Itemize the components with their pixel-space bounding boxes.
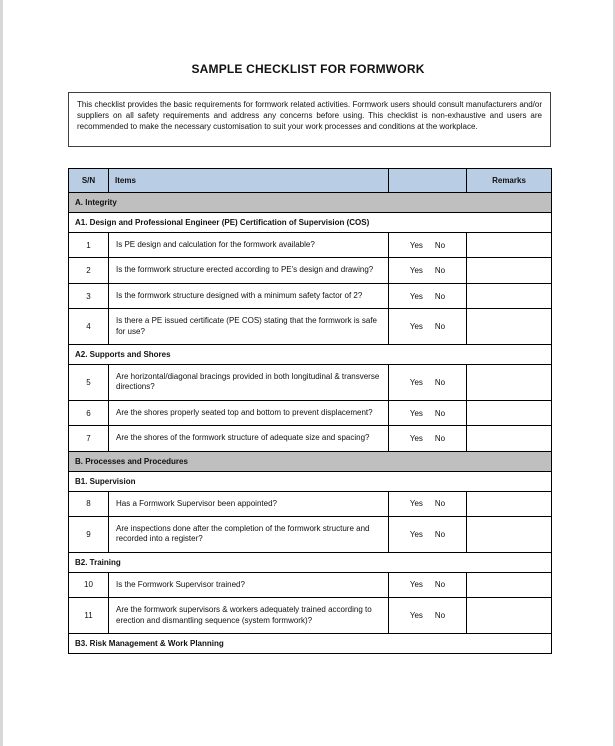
item-number: 7 <box>69 426 109 451</box>
section-row-a2 <box>69 345 552 365</box>
no-option: No <box>434 377 446 387</box>
section-label: A1. Design and Professional Engineer (PE) Certification of Supervision (COS) <box>69 213 552 233</box>
item-question: Is the formwork structure erected according to PE's design and drawing? <box>109 258 389 283</box>
yes-no-cell <box>389 365 467 401</box>
no-option: No <box>434 408 446 418</box>
yes-no-cell <box>389 283 467 308</box>
yes-option: Yes <box>409 291 423 301</box>
section-label: A2. Supports and Shores <box>69 345 552 365</box>
no-option: No <box>434 291 446 301</box>
section-row-a1 <box>69 213 552 233</box>
item-number: 1 <box>69 233 109 258</box>
item-question: Are the shores properly seated top and bottom to prevent displacement? <box>109 400 389 425</box>
section-label: B2. Training <box>69 552 552 572</box>
yes-option: Yes <box>409 611 423 621</box>
no-option: No <box>434 611 446 621</box>
checklist-item-row <box>69 258 552 283</box>
checklist-item-row <box>69 283 552 308</box>
item-number: 2 <box>69 258 109 283</box>
section-row-a <box>69 193 552 213</box>
remarks-cell <box>467 233 552 258</box>
remarks-cell <box>467 517 552 553</box>
item-question: Is the Formwork Supervisor trained? <box>109 572 389 597</box>
item-question: Is the formwork structure designed with a minimum safety factor of 2? <box>109 283 389 308</box>
yes-option: Yes <box>409 408 423 418</box>
section-label: B1. Supervision <box>69 471 552 491</box>
column-header-sn: S/N <box>69 169 109 193</box>
remarks-cell <box>467 258 552 283</box>
intro-box <box>68 92 551 147</box>
checklist-item-row <box>69 598 552 634</box>
section-row-b <box>69 451 552 471</box>
section-row-b1 <box>69 471 552 491</box>
item-number: 6 <box>69 400 109 425</box>
yes-no-cell <box>389 426 467 451</box>
checklist-item-row <box>69 233 552 258</box>
yes-option: Yes <box>409 322 423 332</box>
checklist-table <box>68 168 552 654</box>
item-number: 5 <box>69 365 109 401</box>
no-option: No <box>434 580 446 590</box>
no-option: No <box>434 240 446 250</box>
remarks-cell <box>467 309 552 345</box>
yes-no-cell <box>389 491 467 516</box>
checklist-item-row <box>69 426 552 451</box>
section-label: A. Integrity <box>69 193 552 213</box>
section-row-b2 <box>69 552 552 572</box>
page-title: SAMPLE CHECKLIST FOR FORMWORK <box>191 62 425 76</box>
checklist-item-row <box>69 517 552 553</box>
remarks-cell <box>467 283 552 308</box>
item-number: 8 <box>69 491 109 516</box>
item-question: Is there a PE issued certificate (PE COS) stating that the formwork is safe for use? <box>109 309 389 345</box>
checklist-item-row <box>69 400 552 425</box>
yes-no-cell <box>389 233 467 258</box>
yes-no-cell <box>389 517 467 553</box>
checklist-item-row <box>69 572 552 597</box>
item-question: Are horizontal/diagonal bracings provided in both longitudinal & transverse directions? <box>109 365 389 401</box>
yes-no-cell <box>389 400 467 425</box>
yes-option: Yes <box>409 266 423 276</box>
column-header-status <box>389 169 467 193</box>
yes-no-cell <box>389 598 467 634</box>
item-number: 9 <box>69 517 109 553</box>
no-option: No <box>434 499 446 509</box>
item-number: 11 <box>69 598 109 634</box>
item-question: Is PE design and calculation for the formwork available? <box>109 233 389 258</box>
remarks-cell <box>467 426 552 451</box>
item-question: Are the shores of the formwork structure of adequate size and spacing? <box>109 426 389 451</box>
checklist-item-row <box>69 309 552 345</box>
no-option: No <box>434 433 446 443</box>
table-header-row <box>69 169 552 193</box>
yes-option: Yes <box>409 499 423 509</box>
remarks-cell <box>467 400 552 425</box>
item-number: 4 <box>69 309 109 345</box>
section-label: B. Processes and Procedures <box>69 451 552 471</box>
yes-no-cell <box>389 572 467 597</box>
no-option: No <box>434 266 446 276</box>
yes-option: Yes <box>409 433 423 443</box>
column-header-items: Items <box>109 169 389 193</box>
remarks-cell <box>467 365 552 401</box>
item-question: Has a Formwork Supervisor been appointed? <box>109 491 389 516</box>
yes-option: Yes <box>409 377 423 387</box>
checklist-item-row <box>69 491 552 516</box>
item-question: Are inspections done after the completion of the formwork structure and recorded into a register? <box>109 517 389 553</box>
section-row-b3 <box>69 633 552 653</box>
remarks-cell <box>467 598 552 634</box>
yes-no-cell <box>389 258 467 283</box>
yes-option: Yes <box>409 529 423 539</box>
remarks-cell <box>467 572 552 597</box>
column-header-remarks: Remarks <box>467 169 552 193</box>
item-number: 3 <box>69 283 109 308</box>
yes-option: Yes <box>409 580 423 590</box>
item-number: 10 <box>69 572 109 597</box>
remarks-cell <box>467 491 552 516</box>
item-question: Are the formwork supervisors & workers adequately trained according to erection and dismantling sequence (system formwork)? <box>109 598 389 634</box>
no-option: No <box>434 529 446 539</box>
checklist-item-row <box>69 365 552 401</box>
no-option: No <box>434 322 446 332</box>
intro-text: This checklist provides the basic requirements for formwork related activities. Formwork users should consult manufacturers and/or suppliers on all safety requirements and address any concerns before using. This checklist is non-exhaustive and users are recommended to make the necessary customisation to suit your work processes and conditions at the workplace. <box>77 100 542 132</box>
yes-option: Yes <box>409 240 423 250</box>
yes-no-cell <box>389 309 467 345</box>
section-label: B3. Risk Management & Work Planning <box>69 633 552 653</box>
